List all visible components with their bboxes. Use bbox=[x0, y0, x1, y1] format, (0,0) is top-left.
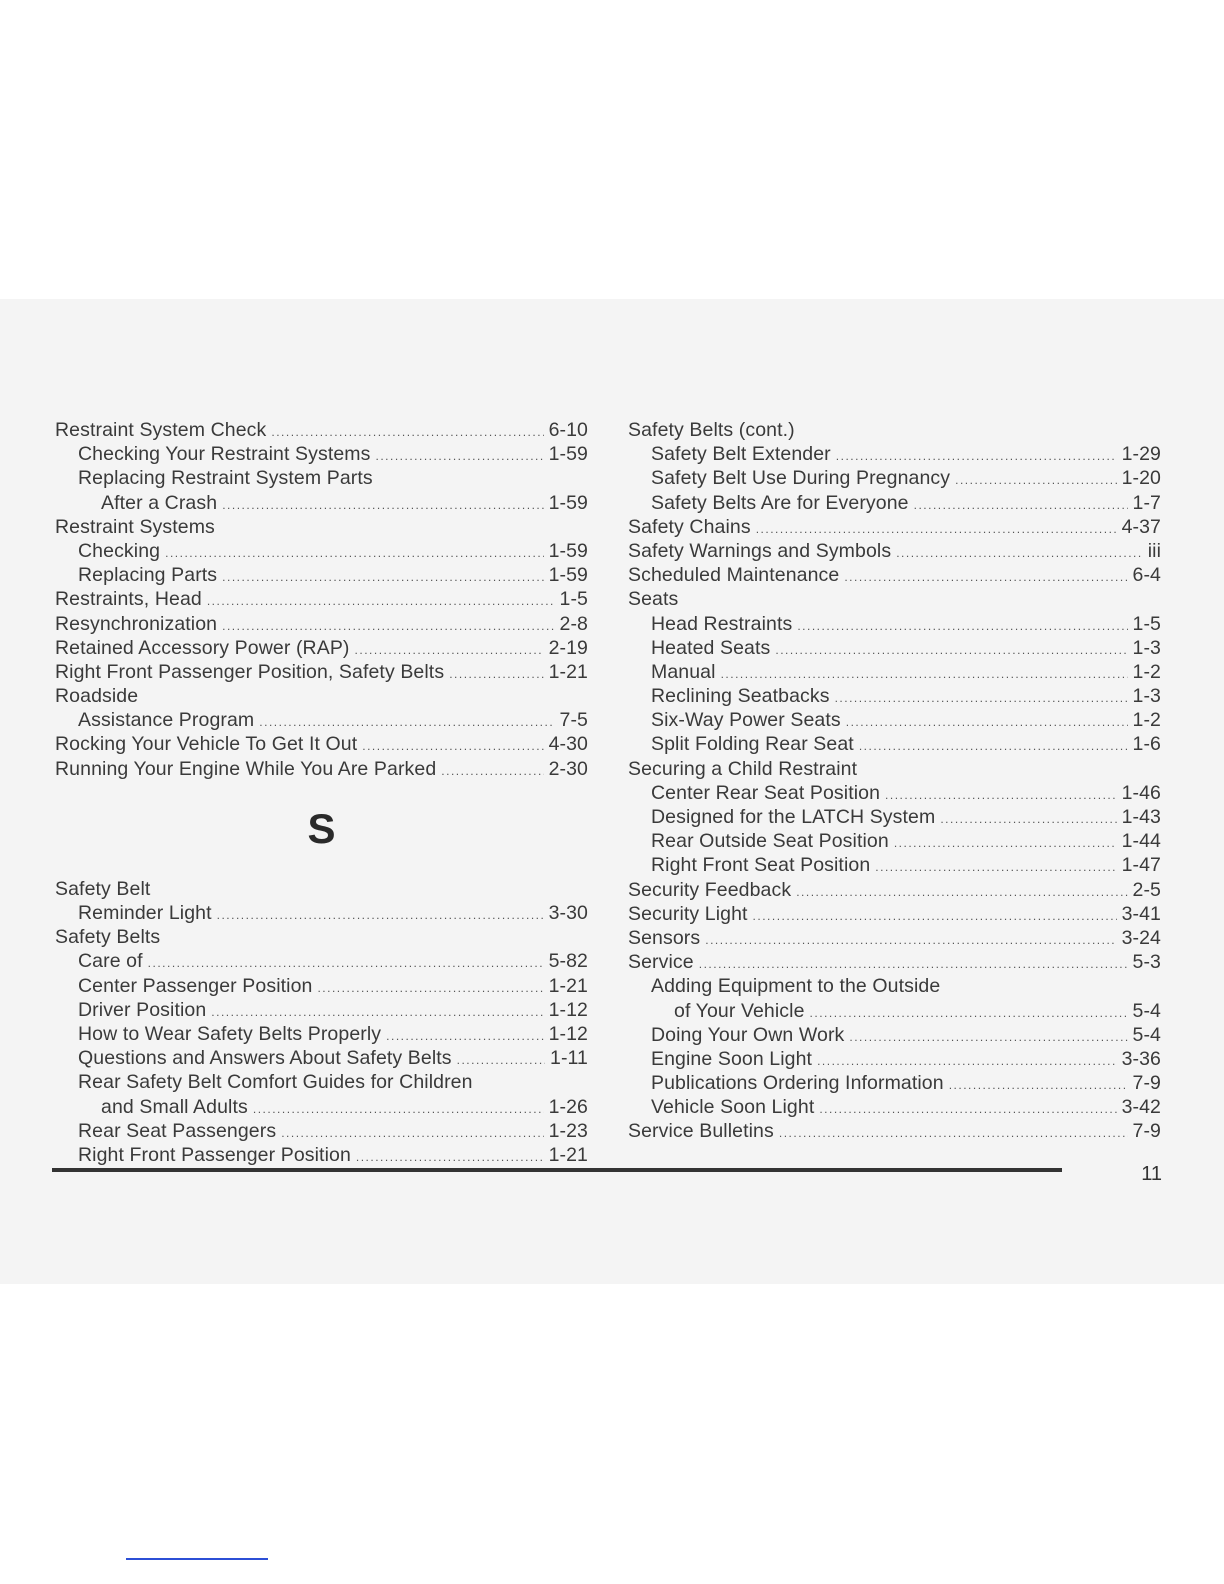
index-entry bbox=[55, 466, 588, 490]
dot-leader bbox=[355, 638, 544, 662]
index-entry bbox=[55, 636, 588, 660]
index-entry-page: 1-59 bbox=[548, 539, 588, 562]
index-entry-label: Designed for the LATCH System bbox=[651, 806, 936, 828]
index-entry-page: 2-5 bbox=[1132, 878, 1161, 901]
index-entry-label: Checking Your Restraint Systems bbox=[78, 443, 371, 466]
index-entry bbox=[628, 805, 1161, 829]
index-entry-label: Retained Accessory Power (RAP) bbox=[55, 636, 350, 659]
index-entry-page: 3-42 bbox=[1121, 1096, 1161, 1119]
dot-leader bbox=[779, 1121, 1128, 1145]
dot-leader bbox=[148, 951, 544, 975]
index-entry-page: 1-7 bbox=[1132, 491, 1161, 514]
dot-leader bbox=[386, 1024, 543, 1048]
index-entry bbox=[628, 974, 1161, 998]
index-entry-page: 1-26 bbox=[548, 1095, 588, 1118]
index-entry-label: Checking bbox=[78, 539, 161, 562]
index-entry-label: Heated Seats bbox=[651, 636, 771, 659]
index-entry-label: Scheduled Maintenance bbox=[628, 564, 840, 587]
dot-leader bbox=[441, 759, 543, 783]
index-entry bbox=[55, 925, 588, 949]
index-entry bbox=[55, 708, 588, 732]
index-entry bbox=[55, 1143, 588, 1167]
section-letter: S bbox=[307, 804, 336, 852]
index-entry-page: 1-21 bbox=[548, 1143, 588, 1166]
dot-leader bbox=[796, 880, 1127, 904]
index-entry bbox=[628, 587, 1161, 611]
index-entry-page: 7-9 bbox=[1132, 1072, 1161, 1095]
index-entry bbox=[628, 853, 1161, 877]
index-entry bbox=[55, 877, 588, 901]
index-column-left bbox=[55, 418, 588, 1167]
dot-leader bbox=[817, 1049, 1116, 1073]
dot-leader bbox=[222, 614, 554, 638]
index-entry-label: Right Front Passenger Position bbox=[78, 1143, 351, 1166]
index-entry bbox=[628, 1119, 1161, 1143]
index-entry bbox=[55, 1046, 588, 1070]
dot-leader bbox=[699, 952, 1128, 976]
index-entry-page: 2-19 bbox=[548, 636, 588, 659]
footer-rule bbox=[52, 1168, 1062, 1172]
index-entry-label: Safety Warnings and Symbols bbox=[628, 539, 892, 562]
dot-leader bbox=[253, 1097, 544, 1121]
index-entry-label: Restraint Systems bbox=[55, 515, 215, 538]
index-group-s-continued bbox=[628, 418, 1161, 1144]
index-entry-label: Right Front Passenger Position, Safety Belts bbox=[55, 660, 445, 683]
index-entry bbox=[55, 1095, 588, 1119]
index-entry-label: Securing a Child Restraint bbox=[628, 757, 858, 780]
dot-leader bbox=[457, 1048, 545, 1072]
index-entry-label: Security Light bbox=[628, 902, 748, 925]
index-entry bbox=[55, 732, 588, 756]
index-entry-label: Rear Safety Belt Comfort Guides for Children bbox=[78, 1071, 473, 1094]
dot-leader bbox=[797, 614, 1127, 638]
dot-leader bbox=[835, 686, 1128, 710]
dot-leader bbox=[836, 444, 1117, 468]
index-entry bbox=[628, 539, 1161, 563]
index-entry bbox=[55, 587, 588, 611]
dot-leader bbox=[859, 734, 1128, 758]
index-entry bbox=[628, 491, 1161, 515]
index-entry-label: Reminder Light bbox=[78, 902, 212, 924]
index-entry-label: Engine Soon Light bbox=[651, 1047, 813, 1070]
dot-leader bbox=[940, 807, 1116, 831]
index-entry-label: Publications Ordering Information bbox=[651, 1072, 944, 1095]
index-entry bbox=[628, 999, 1161, 1023]
index-entry-label: Seats bbox=[628, 588, 679, 611]
index-entry-page: 2-30 bbox=[548, 757, 588, 780]
index-entry-page: 3-24 bbox=[1121, 926, 1161, 949]
index-entry bbox=[55, 442, 588, 466]
index-entry bbox=[628, 708, 1161, 732]
dot-leader bbox=[259, 710, 554, 734]
index-entry bbox=[628, 636, 1161, 660]
index-entry-label: of Your Vehicle bbox=[674, 999, 805, 1022]
index-entry-label: Roadside bbox=[55, 685, 139, 708]
dot-leader bbox=[885, 783, 1117, 807]
index-entry-page: 6-4 bbox=[1132, 564, 1161, 587]
index-entry-page: 1-21 bbox=[548, 974, 588, 997]
dot-leader bbox=[222, 565, 543, 589]
dot-leader bbox=[376, 444, 544, 468]
index-entry bbox=[55, 612, 588, 636]
index-entry-page: 1-29 bbox=[1121, 443, 1161, 466]
index-entry-label: and Small Adults bbox=[101, 1095, 248, 1118]
index-entry-page: 1-12 bbox=[548, 998, 588, 1021]
index-entry bbox=[55, 563, 588, 587]
index-entry-label: Safety Belts (cont.) bbox=[628, 419, 795, 441]
index-entry-page: 1-6 bbox=[1132, 733, 1161, 756]
index-entry-page: 1-11 bbox=[550, 1047, 588, 1070]
index-entry-label: Care of bbox=[78, 950, 143, 973]
index-entry-page: 1-47 bbox=[1121, 854, 1161, 877]
index-entry-page: 5-82 bbox=[548, 950, 588, 973]
index-entry-label: Safety Belts Are for Everyone bbox=[651, 491, 909, 514]
dot-leader bbox=[775, 638, 1127, 662]
index-entry-page: 5-4 bbox=[1132, 1023, 1161, 1046]
dot-leader bbox=[819, 1097, 1116, 1121]
index-entry-label: Split Folding Rear Seat bbox=[651, 733, 854, 756]
dot-leader bbox=[449, 662, 543, 686]
index-entry bbox=[628, 1047, 1161, 1071]
index-entry-label: Safety Belt Use During Pregnancy bbox=[651, 467, 951, 490]
index-entry bbox=[55, 949, 588, 973]
index-entry-label: Questions and Answers About Safety Belts bbox=[78, 1047, 452, 1070]
index-entry-page: 3-36 bbox=[1121, 1047, 1161, 1070]
index-entry-label: Reclining Seatbacks bbox=[651, 685, 830, 708]
dot-leader bbox=[211, 1000, 543, 1024]
index-entry-label: Rear Outside Seat Position bbox=[651, 830, 889, 853]
index-entry bbox=[628, 781, 1161, 805]
index-entry-page: 1-3 bbox=[1132, 685, 1161, 708]
index-entry-page: iii bbox=[1147, 539, 1161, 562]
index-entry-label: Six-Way Power Seats bbox=[651, 709, 841, 732]
dot-leader bbox=[271, 420, 543, 444]
index-entry bbox=[628, 829, 1161, 853]
index-entry-label: Head Restraints bbox=[651, 612, 793, 635]
dot-leader bbox=[894, 831, 1117, 855]
index-entry bbox=[628, 1023, 1161, 1047]
dot-leader bbox=[955, 468, 1116, 492]
index-entry-page: 7-9 bbox=[1132, 1120, 1161, 1143]
dot-leader bbox=[756, 517, 1117, 541]
dot-leader bbox=[753, 904, 1117, 928]
index-entry-page: 1-59 bbox=[548, 443, 588, 466]
index-entry-page: 1-43 bbox=[1121, 806, 1161, 828]
index-group-s bbox=[55, 877, 588, 1167]
index-group-r bbox=[55, 418, 588, 781]
index-entry-page: 1-5 bbox=[1132, 612, 1161, 635]
index-entry-label: Running Your Engine While You Are Parked bbox=[55, 757, 437, 780]
index-entry-label: Assistance Program bbox=[78, 709, 255, 732]
dot-leader bbox=[222, 493, 543, 517]
bottom-link-underline bbox=[126, 1558, 268, 1560]
dot-leader bbox=[705, 928, 1116, 952]
index-entry bbox=[628, 950, 1161, 974]
index-entry bbox=[628, 902, 1161, 926]
index-entry-label: Resynchronization bbox=[55, 612, 218, 635]
index-entry-page: 4-30 bbox=[548, 733, 588, 756]
index-entry bbox=[55, 757, 588, 781]
index-entry bbox=[55, 418, 588, 442]
index-entry-page: 1-59 bbox=[548, 564, 588, 587]
dot-leader bbox=[217, 903, 544, 927]
index-entry bbox=[628, 660, 1161, 684]
index-entry-page: 3-30 bbox=[548, 902, 588, 924]
index-entry bbox=[55, 901, 588, 925]
index-entry-label: Replacing Parts bbox=[78, 564, 218, 587]
index-entry-label: Doing Your Own Work bbox=[651, 1023, 845, 1046]
index-entry-page: 1-2 bbox=[1132, 660, 1161, 683]
dot-leader bbox=[281, 1121, 543, 1145]
index-entry-label: Vehicle Soon Light bbox=[651, 1096, 815, 1119]
dot-leader bbox=[362, 734, 543, 758]
index-entry-label: Safety Belt bbox=[55, 877, 151, 900]
index-entry-label: Rear Seat Passengers bbox=[78, 1119, 277, 1142]
dot-leader bbox=[356, 1145, 544, 1169]
index-entry-label: Safety Chains bbox=[628, 515, 751, 538]
index-entry-label: Security Feedback bbox=[628, 878, 792, 901]
index-entry-page: 5-3 bbox=[1132, 951, 1161, 974]
index-entry-label: Right Front Seat Position bbox=[651, 854, 871, 877]
index-entry-label: Restraint System Check bbox=[55, 419, 267, 441]
index-entry bbox=[628, 515, 1161, 539]
index-entry bbox=[55, 539, 588, 563]
index-entry-label: How to Wear Safety Belts Properly bbox=[78, 1022, 382, 1045]
index-entry bbox=[55, 1022, 588, 1046]
index-entry bbox=[55, 684, 588, 708]
index-entry bbox=[628, 466, 1161, 490]
index-entry bbox=[55, 1070, 588, 1094]
dot-leader bbox=[846, 710, 1128, 734]
index-entry-label: Adding Equipment to the Outside bbox=[651, 975, 941, 998]
index-entry bbox=[628, 1071, 1161, 1095]
index-entry bbox=[55, 974, 588, 998]
index-entry-label: Service Bulletins bbox=[628, 1120, 774, 1143]
index-entry-page: 1-44 bbox=[1121, 830, 1161, 853]
index-entry-label: Service bbox=[628, 951, 694, 974]
index-entry-label: Safety Belts bbox=[55, 926, 161, 949]
index-entry bbox=[628, 1095, 1161, 1119]
index-entry-label: Manual bbox=[651, 660, 716, 683]
index-entry-page: 1-12 bbox=[548, 1022, 588, 1045]
dot-leader bbox=[849, 1025, 1127, 1049]
index-column-right bbox=[628, 418, 1161, 1144]
index-entry-page: 1-2 bbox=[1132, 709, 1161, 732]
dot-leader bbox=[165, 541, 543, 565]
dot-leader bbox=[844, 565, 1127, 589]
index-entry-page: 1-21 bbox=[548, 660, 588, 683]
index-entry bbox=[55, 515, 588, 539]
index-entry-page: 1-3 bbox=[1132, 636, 1161, 659]
index-entry-page: 7-5 bbox=[559, 709, 588, 732]
dot-leader bbox=[810, 1001, 1128, 1025]
dot-leader bbox=[875, 855, 1116, 879]
dot-leader bbox=[207, 589, 555, 613]
dot-leader bbox=[896, 541, 1143, 565]
index-entry bbox=[55, 1119, 588, 1143]
index-entry-label: Center Passenger Position bbox=[78, 974, 313, 997]
index-entry bbox=[628, 757, 1161, 781]
dot-leader bbox=[949, 1073, 1128, 1097]
page-number: 11 bbox=[1141, 1163, 1162, 1185]
index-entry-label: Driver Position bbox=[78, 998, 207, 1021]
dot-leader bbox=[914, 493, 1128, 517]
index-entry bbox=[628, 684, 1161, 708]
index-entry-label: Center Rear Seat Position bbox=[651, 781, 881, 804]
index-entry-page: 1-5 bbox=[559, 588, 588, 611]
index-entry-label: Rocking Your Vehicle To Get It Out bbox=[55, 733, 358, 756]
index-entry bbox=[55, 660, 588, 684]
index-entry-page: 4-37 bbox=[1121, 515, 1161, 538]
index-entry bbox=[628, 442, 1161, 466]
index-entry-label: Safety Belt Extender bbox=[651, 443, 831, 466]
index-entry bbox=[628, 878, 1161, 902]
index-entry-page: 1-46 bbox=[1121, 781, 1161, 804]
index-entry-page: 3-41 bbox=[1121, 902, 1161, 925]
index-entry-page: 1-20 bbox=[1121, 467, 1161, 490]
index-entry-page: 6-10 bbox=[548, 419, 588, 441]
index-entry-label: After a Crash bbox=[101, 491, 218, 514]
index-entry bbox=[55, 491, 588, 515]
index-entry bbox=[628, 732, 1161, 756]
index-entry bbox=[628, 418, 1161, 442]
index-entry bbox=[628, 612, 1161, 636]
index-entry-page: 2-8 bbox=[559, 612, 588, 635]
index-entry-label: Replacing Restraint System Parts bbox=[78, 467, 373, 490]
dot-leader bbox=[317, 976, 543, 1000]
index-entry-page: 1-59 bbox=[548, 491, 588, 514]
index-entry bbox=[628, 926, 1161, 950]
index-entry-label: Sensors bbox=[628, 926, 701, 949]
dot-leader bbox=[721, 662, 1128, 686]
index-entry bbox=[55, 998, 588, 1022]
index-entry bbox=[628, 563, 1161, 587]
index-entry-page: 5-4 bbox=[1132, 999, 1161, 1022]
index-entry-label: Restraints, Head bbox=[55, 588, 202, 611]
index-entry-page: 1-23 bbox=[548, 1119, 588, 1142]
